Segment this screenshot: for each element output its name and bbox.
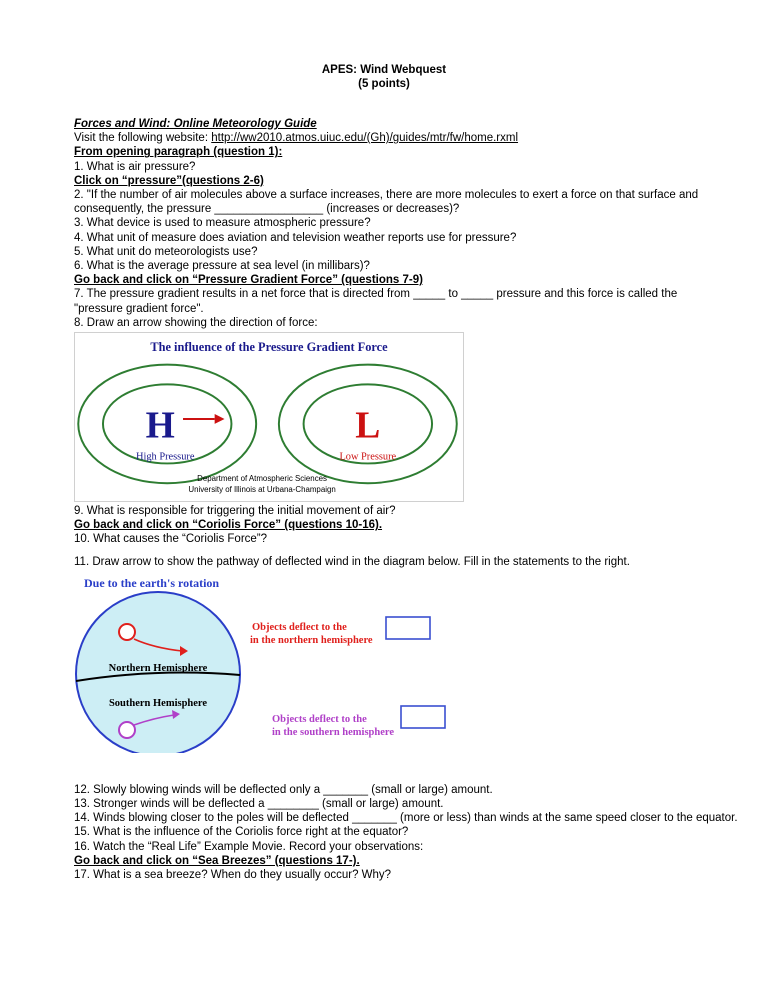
section-heading-sea-breezes: Go back and click on “Sea Breezes” (questions 17-). [74,854,360,867]
pressure-gradient-diagram [74,332,464,502]
high-label: High Pressure [136,451,195,463]
question-11: 11. Draw arrow to show the pathway of deflected wind in the diagram below. Fill in the statements to the right. [74,555,630,568]
website-link[interactable]: http://ww2010.atmos.uiuc.edu/(Gh)/guides/mtr/fw/home.rxml [211,132,519,145]
section-heading-forces: Forces and Wind: Online Meteorology Guide [74,118,317,130]
north-statement-2: in the northern hemisphere [250,634,373,646]
north-object-circle [119,624,135,640]
question-5: 5. What unit do meteorologists use? [74,245,258,258]
rotation-label: Due to the earth's rotation [84,575,220,590]
diagram-title: The influence of the Pressure Gradient Force [150,339,388,354]
credit-line-2: University of Illinois at Urbana-Champaign [188,485,336,495]
section-heading-pressure: Click on “pressure”(questions 2-6) [74,174,264,187]
southern-hemisphere-label: Southern Hemisphere [108,697,208,709]
visit-prefix: Visit the following website: [74,132,212,145]
credit-line-1: Department of Atmospheric Sciences [197,474,327,484]
question-9: 9. What is responsible for triggering the initial movement of air? [74,505,396,518]
high-letter: H [145,405,175,447]
section-heading-opening: From opening paragraph (question 1): [74,146,283,159]
question-16: 16. Watch the “Real Life” Example Movie. Record your observations: [74,840,424,853]
low-letter: L [355,405,381,447]
north-statement-1: Objects deflect to the [252,621,347,633]
question-10: 10. What causes the “Coriolis Force”? [74,533,268,546]
coriolis-diagram [74,573,454,753]
south-statement-1: Objects deflect to the [272,713,367,725]
question-1: 1. What is air pressure? [74,160,196,173]
section-heading-gradient: Go back and click on “Pressure Gradient Force” (questions 7-9) [74,274,423,287]
question-13: 13. Stronger winds will be deflected a ________ (small or large) amount. [74,798,444,811]
title-text: APES: Wind Webquest [321,64,447,76]
question-4: 4. What unit of measure does aviation and television weather reports use for pressure? [74,231,517,244]
northern-hemisphere-label: Northern Hemisphere [108,662,208,674]
worksheet-body [74,117,738,882]
question-17: 17. What is a sea breeze? When do they usually occur? Why? [74,869,392,882]
points-text: (5 points) [358,78,410,90]
page-title [0,63,768,91]
visit-line [74,131,714,145]
south-answer-box[interactable] [401,706,445,728]
question-8: 8. Draw an arrow showing the direction of force: [74,316,318,329]
question-14: 14. Winds blowing closer to the poles will be deflected _______ (more or less) than winds at the same speed closer to the equator. [74,812,738,825]
question-6: 6. What is the average pressure at sea level (in millibars)? [74,260,370,273]
question-15: 15. What is the influence of the Coriolis force right at the equator? [74,826,409,839]
north-answer-box[interactable] [386,617,430,639]
question-7: 7. The pressure gradient results in a net force that is directed from _____ to _____ pressure and this force is called the "pressure gradient force". [74,288,678,315]
south-statement-2: in the southern hemisphere [272,726,395,738]
question-3: 3. What device is used to measure atmospheric pressure? [74,217,371,230]
question-2: 2. "If the number of air molecules above a surface increases, there are more molecules to exert a force on that surface and consequently, the pressure _________________ (increases or decreases)? [74,189,699,216]
south-object-circle [119,722,135,738]
low-label: Low Pressure [339,451,397,463]
question-12: 12. Slowly blowing winds will be deflected only a _______ (small or large) amount. [74,783,493,796]
section-heading-coriolis: Go back and click on “Coriolis Force” (questions 10-16). [74,519,383,532]
